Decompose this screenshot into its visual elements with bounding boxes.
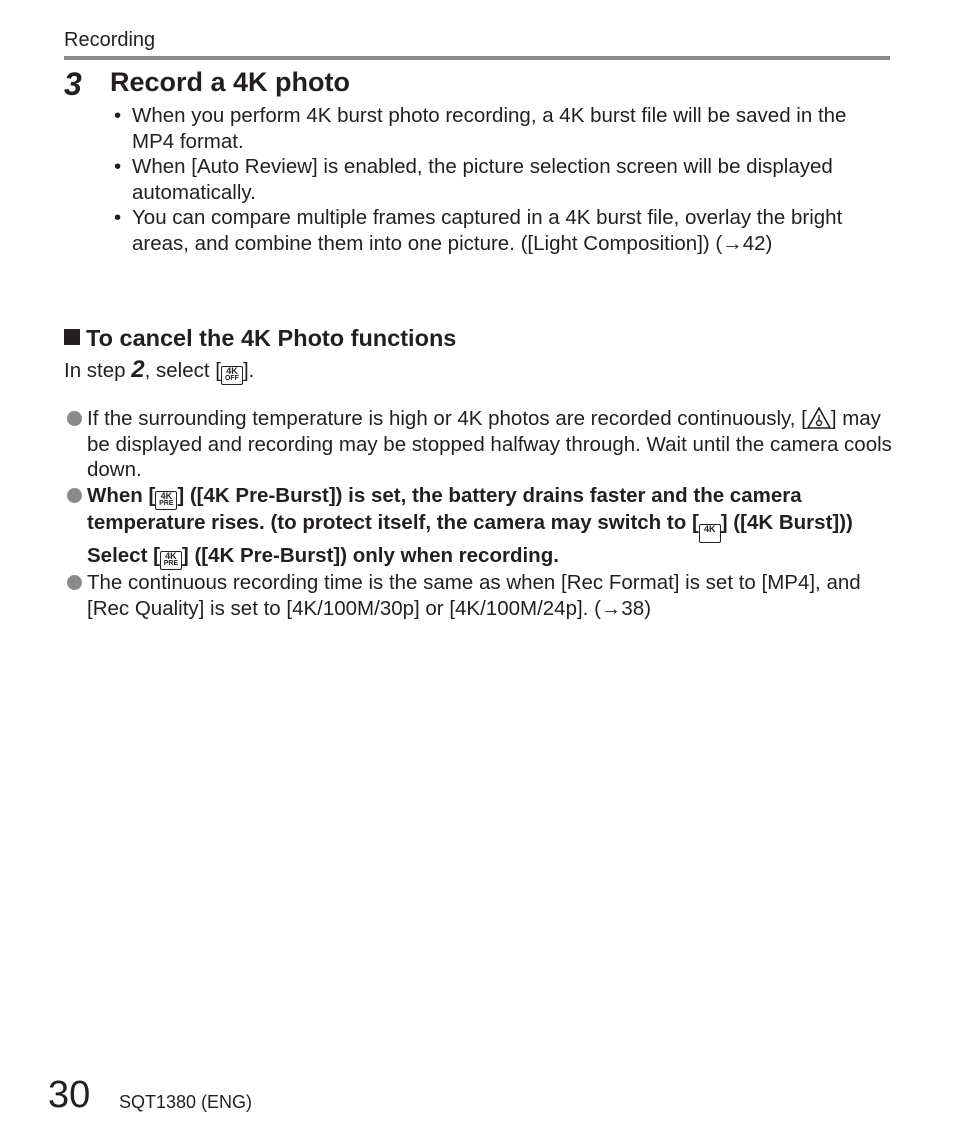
instruction-post: ].: [242, 359, 255, 382]
4k-pre-burst-icon: [160, 551, 182, 570]
step-title: Record a 4K photo: [110, 67, 351, 97]
note-text: When [: [87, 484, 156, 508]
bullet-dot-icon: [67, 488, 82, 503]
note-text: If the surrounding temperature is high or 4K photos are recorded continuously, [: [87, 407, 807, 430]
bullet-dot-icon: [67, 411, 82, 426]
step-bullet-list: [114, 103, 894, 256]
bullet-item: • You can compare multiple frames captured in a 4K burst file, overlay the bright areas, and combine them into one picture. ([Light Composition]) (→42): [114, 205, 894, 256]
bullet-item: • When you perform 4K burst photo recording, a 4K burst file will be saved in the MP4 format.: [114, 103, 894, 154]
icon-bottom-label: OFF: [224, 375, 239, 382]
icon-top-label: 4K: [160, 491, 173, 502]
note-text: Select [: [87, 544, 160, 568]
notes-list: [64, 406, 894, 622]
note-text: ] ([4K Pre-Burst]) only when recording.: [181, 544, 559, 568]
note-text: ] ([4K Burst])): [720, 511, 853, 535]
cancel-heading: [64, 325, 456, 352]
temperature-warning-icon: [807, 407, 831, 429]
note-pre-burst: [64, 483, 894, 570]
bullet-item: • When [Auto Review] is enabled, the picture selection screen will be displayed automatically.: [114, 154, 894, 205]
4k-off-icon: [221, 366, 243, 385]
note-temperature: [64, 406, 894, 483]
4k-burst-icon: [699, 524, 721, 543]
icon-top-label: 4K: [704, 524, 716, 535]
page-number: 30: [48, 1074, 91, 1116]
instruction-mid: , select [: [144, 359, 221, 382]
note-recording-time: [64, 570, 894, 621]
note-text: The continuous recording time is the same as when [Rec Format] is set to [MP4], and [Rec Quality] is set to [4K/100M/30p] or [4K/100M/24p]. (→38): [87, 571, 861, 620]
step-reference: 2: [131, 356, 145, 383]
square-bullet-icon: [64, 329, 80, 345]
document-code: SQT1380 (ENG): [119, 1092, 253, 1112]
bullet-dot-icon: [67, 575, 82, 590]
icon-top-label: 4K: [226, 366, 238, 376]
header-rule: [64, 56, 890, 60]
icon-bottom-label: PRE: [163, 560, 179, 568]
icon-bottom-label: PRE: [159, 500, 174, 508]
cancel-instruction: [64, 356, 254, 385]
step-number: 3: [64, 66, 82, 102]
cancel-heading-text: To cancel the 4K Photo functions: [86, 325, 457, 351]
instruction-pre: In step: [64, 359, 132, 382]
icon-top-label: 4K: [165, 551, 177, 562]
4k-pre-burst-icon: [155, 491, 177, 510]
note-text: ] may be displayed and recording may be stopped halfway through. Wait until the camera cools down.: [87, 407, 892, 482]
note-text: ] ([4K Pre-Burst]) is set, the battery drains faster and the camera temperature rises. (to protect itself, the camera may switch to [: [87, 484, 802, 535]
section-label: Recording: [64, 29, 156, 51]
